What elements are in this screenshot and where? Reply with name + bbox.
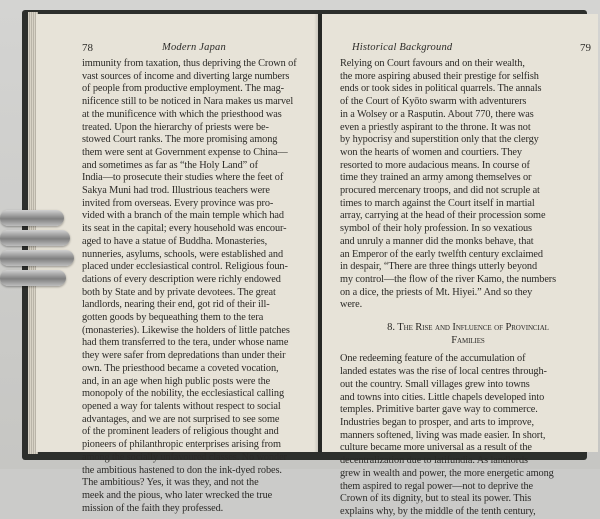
text-line: and sometimes as far as “the Holy Land” of [82,159,258,171]
clip-finger [0,230,70,246]
text-line: aged to have a statue of Buddha. Monasteries, [82,235,268,247]
page-number-left: 78 [82,42,93,54]
text-line: grew in wealth and power, the more energetic among [340,467,554,479]
text-line: explains why, by the middle of the tenth century, [340,505,536,517]
left-page-text [82,58,332,515]
text-line: on a dice, the priests of Mt. Hiyei.” And so they [340,286,533,298]
text-line: of the prominent leaders of religious thought and [82,426,279,438]
text-line: nificence still to be noticed in Nara makes us marvel [82,96,294,108]
text-line: invited from overseas. Every province was pro- [82,197,274,209]
text-line: even a priestly aspirant to the throne. It was not [340,121,531,133]
text-line: its seat in the capital; every household was encour- [82,223,287,235]
metal-clip-hand [0,208,78,290]
text-line: landlords, nearing their end, got rid of their ill- [82,299,270,311]
text-line: them aspired to regal power—not to deprive the [340,480,533,492]
text-line: the more aspiring abused their prestige for selfish [340,70,539,82]
text-line: at the munificence with which the priesthood was [82,108,282,120]
text-line: by hypocrisy and superstition only that the clergy [340,134,539,146]
text-line: mission of the faith they professed. [82,502,224,514]
text-line: and towns into cities. Little chapels developed into [340,391,545,403]
text-line: Industries began to prosper, and arts to improve, [340,416,534,428]
text-line: of the Court of Kyōto swarm with adventurers [340,96,527,108]
text-line: treated. Upon the hierarchy of priests were be- [82,121,269,133]
right-page-text-before [340,58,596,312]
text-line: of people from productive employment. The mag- [82,83,284,95]
text-line: meek and the pious, who later wrecked the true [82,489,273,501]
text-line: gotten goods by bequeathing them to the tera [82,312,264,324]
text-line: array, carrying at the head of their procession some [340,210,546,222]
text-line: vast sources of income and diverting large numbers [82,70,290,82]
text-line: in a Wolsey or a Rasputin. About 770, there was [340,108,534,120]
page-number-right: 79 [580,42,591,54]
text-line: both by State and by private devotees. The great [82,286,276,298]
text-line: landed estates was the rise of local centres through- [340,366,547,378]
text-line: among the socially unfavoured classes. No wonder [82,451,287,463]
text-line: the ambitious hastened to don the ink-dyed robes. [82,464,282,476]
text-line: placed under ecclesiastical control. Religious foun- [82,261,288,273]
text-line: culture became more universal as a result of the [340,442,532,454]
text-line: monopoly of the nobility, the ecclesiastical calling [82,388,285,400]
text-line: ends or took sides in political quarrels. The annals [340,83,542,95]
text-line: symbol of their holy profession. In so vexatious [340,223,532,235]
text-line: won the hearts of women and courtiers. They [340,146,522,158]
text-line: an Emperor of the early twelfth century exclaimed [340,248,543,260]
text-line: resorted to more audacious means. In course of [340,159,530,171]
text-line: manners softened, living was made easier. In short, [340,429,546,441]
text-line: own. The priesthood became a coveted vocation, [82,362,279,374]
text-line: vided with a branch of the main temple which had [82,210,284,222]
text-line: decentralization due to latifundia. As landlords [340,455,528,467]
text-line: they were safer from depredations than under their [82,350,286,362]
left-page [36,14,318,514]
text-line: immunity from taxation, thus depriving the Crown of [82,58,297,69]
text-line: temples. Primitive barter gave way to commerce. [340,404,538,416]
text-line: Sakya Muni had trod. Illustrious teachers were [82,185,270,197]
text-line: advantages, and we are not surprised to see some [82,413,280,425]
text-line: and unruly a manner did the monks behave, that [340,235,534,247]
text-line: times to march against the Court itself in martial [340,197,535,209]
text-line: my control—the flow of the river Kamo, the numbers [340,273,557,285]
clip-finger [0,250,74,266]
right-page-text-after [340,353,596,518]
text-line: Relying on Court favours and on their wealth, [340,58,525,69]
text-line: Crown of its dignity, but to steal its power. This [340,493,532,505]
text-line: them were sent at Government expense to China— [82,146,288,158]
text-line: pioneers of philanthropic enterprises arising from [82,439,281,451]
text-line: out the country. Small villages grew into towns [340,378,530,390]
text-line: stowed Court ranks. The more promising among [82,134,278,146]
text-line: (monasteries). Likewise the holders of little patches [82,324,290,336]
section-heading-line2: Families [451,334,485,346]
clip-finger [0,270,66,286]
text-line: time they trained an army among themselves or [340,172,532,184]
text-line: The ambitious? Yes, it was they, and not the [82,477,259,489]
open-book [22,10,591,517]
text-line: procured mercenary troops, and did not scruple at [340,185,540,197]
running-head-right: Historical Background [352,42,453,53]
clip-finger [0,210,64,226]
text-line: had them transferred to the tera, under whose name [82,337,289,349]
text-line: India—to prosecute their studies where the feet of [82,172,284,184]
right-page [322,14,598,517]
text-line: were. [340,299,363,311]
right-page-text [340,58,596,519]
text-line: One redeeming feature of the accumulation of [340,353,526,365]
running-head-left: Modern Japan [162,42,226,53]
section-heading [340,322,596,347]
text-line: and, in an age when high public posts were the [82,375,271,387]
text-line: in despair, “There are three things utterly beyond [340,261,538,273]
section-heading-line1: 8. The Rise and Influence of Provincial [387,322,549,334]
text-line: opened a way for talents without respect to social [82,400,281,412]
text-line: dations of every description were richly endowed [82,273,281,285]
text-line: nunneries, asylums, schools, were established and [82,248,283,260]
